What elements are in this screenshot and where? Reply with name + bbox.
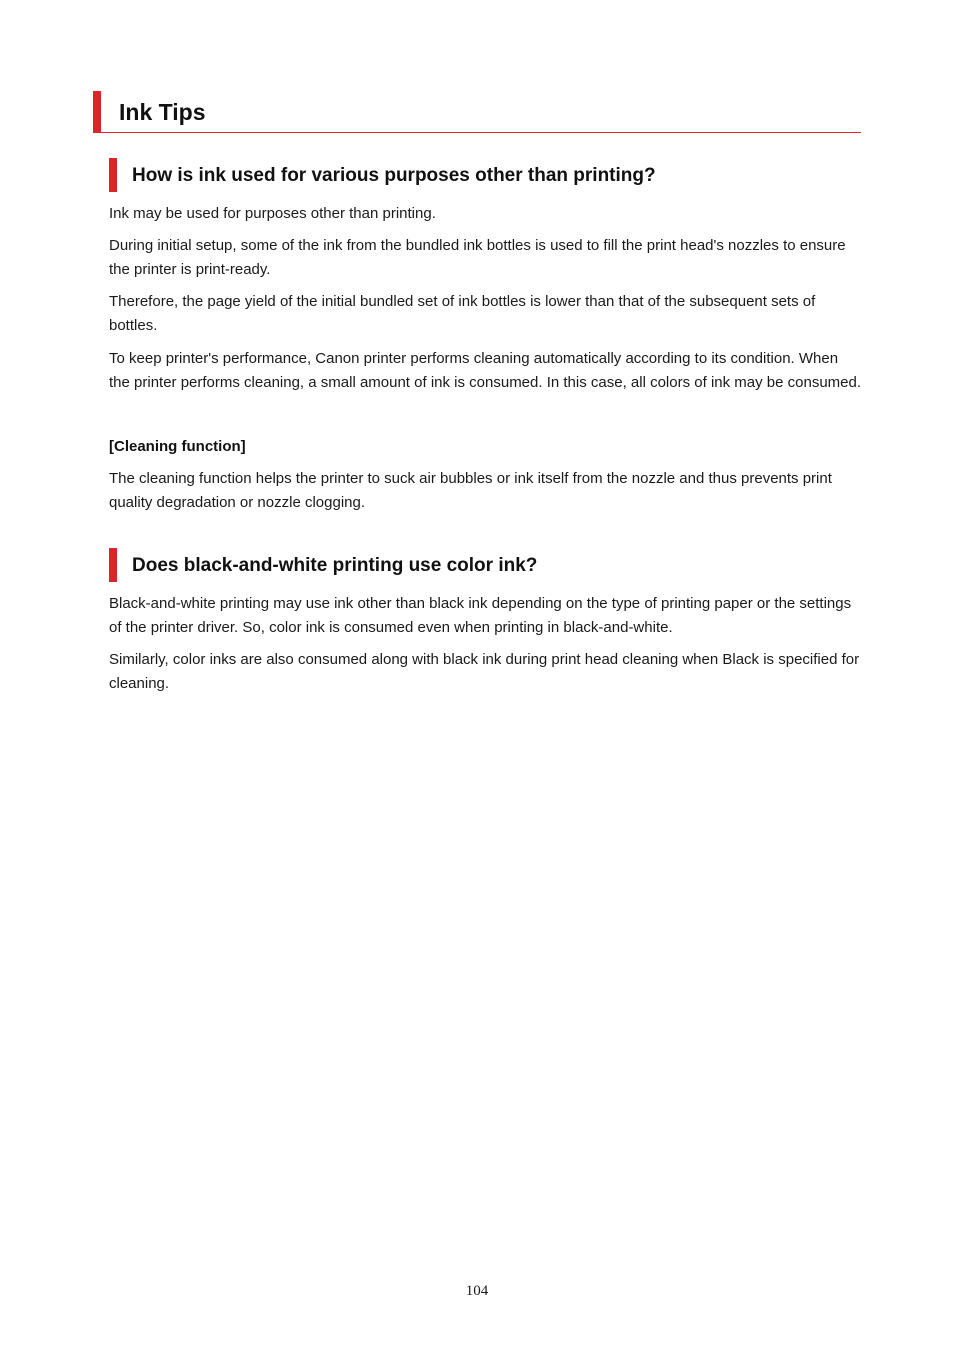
paragraph: To keep printer's performance, Canon printer performs cleaning automatically according to its condition. When the printer performs cleaning, a small amount of ink is consumed. In this case, all colors of ink may be consumed. bbox=[109, 350, 862, 392]
paragraph: During initial setup, some of the ink from the bundled ink bottles is used to fill the print head's nozzles to ensure the printer is print-ready. bbox=[109, 237, 846, 279]
section-title: Does black-and-white printing use color ink? bbox=[132, 555, 538, 576]
paragraph: Similarly, color inks are also consumed along with black ink during print head cleaning when Black is specified for cleaning. bbox=[109, 651, 860, 693]
page-title: Ink Tips bbox=[119, 99, 206, 125]
page-number: 104 bbox=[465, 1283, 489, 1299]
title-accent-bar bbox=[93, 91, 101, 133]
section-accent-bar bbox=[109, 548, 117, 582]
paragraph: Therefore, the page yield of the initial bundled set of ink bottles is lower than that of the subsequent sets of bottles. bbox=[109, 293, 816, 335]
paragraph: The cleaning function helps the printer to suck air bubbles or ink itself from the nozzle and thus prevents print quality degradation or nozzle clogging. bbox=[109, 470, 832, 512]
paragraph: Ink may be used for purposes other than printing. bbox=[109, 205, 436, 222]
paragraph: Black-and-white printing may use ink other than black ink depending on the type of printing paper or the settings of the printer driver. So, color ink is consumed even when printing in black-and-white. bbox=[109, 595, 852, 637]
section-title: How is ink used for various purposes other than printing? bbox=[132, 165, 656, 186]
page-title-block bbox=[93, 91, 861, 133]
section-accent-bar bbox=[109, 158, 117, 192]
subsection-heading: [Cleaning function] bbox=[109, 438, 246, 455]
